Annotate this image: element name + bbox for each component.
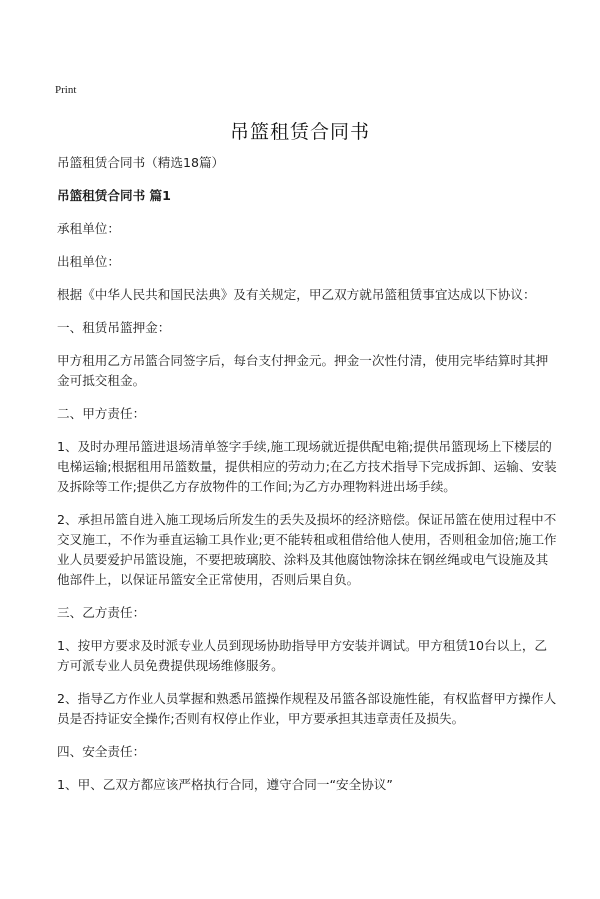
section-heading: 吊篮租赁合同书 篇1 xyxy=(57,188,171,203)
lessor-line: 出租单位： xyxy=(57,254,120,269)
safety-item-1: 1、甲、乙双方都应该严格执行合同，遵守合同一“安全协议” xyxy=(57,777,393,792)
deposit-paragraph: 甲方租用乙方吊篮合同签字后，每台支付押金元。押金一次性付清，使用完毕结算时其押金可抵交租金。 xyxy=(57,353,549,388)
party-a-item-2: 2、承担吊篮自进入施工现场后所发生的丢失及损坏的经济赔偿。保证吊篮在使用过程中不交叉施工，不作为垂直运输工具作业;更不能转租或租借给他人使用，否则租金加倍;施工作业人员要爱护吊篮设施，不要把玻璃胶、涂料及其他腐蚀物涂抹在钢丝绳或电气设施及其他部件上，以保证吊篮安全正常使用，否则后果自负。 xyxy=(57,512,557,587)
document-subtitle: 吊篮租赁合同书（精选18篇） xyxy=(57,155,225,170)
lessee-line: 承租单位： xyxy=(57,221,120,236)
party-a-item-1: 1、及时办理吊篮进退场清单签字手续,施工现场就近提供配电箱;提供吊篮现场上下楼层的电梯运输;根据租用吊篮数量，提供相应的劳动力;在乙方技术指导下完成拆卸、运输、安装及拆除等工作;提供乙方存放物件的工作间;为乙方办理物料进出场手续。 xyxy=(57,439,557,494)
document-title: 吊篮租赁合同书 xyxy=(229,121,370,143)
clause-heading-deposit: 一、租赁吊篮押金： xyxy=(57,320,171,335)
document-body xyxy=(57,153,557,808)
clause-heading-party-a: 二、甲方责任： xyxy=(57,406,146,421)
clause-heading-safety: 四、安全责任： xyxy=(57,744,146,759)
party-b-item-2: 2、指导乙方作业人员掌握和熟悉吊篮操作规程及吊篮各部设施性能，有权监督甲方操作人员是否持证安全操作;否则有权停止作业，甲方要承担其违章责任及损失。 xyxy=(57,691,557,726)
print-label: Print xyxy=(55,84,77,96)
intro-paragraph: 根据《中华人民共和国民法典》及有关规定，甲乙双方就吊篮租赁事宜达成以下协议： xyxy=(57,287,536,302)
party-b-item-1: 1、按甲方要求及时派专业人员到现场协助指导甲方安装并调试。甲方租赁10台以上，乙方可派专业人员免费提供现场维修服务。 xyxy=(57,638,548,673)
clause-heading-party-b: 三、乙方责任： xyxy=(57,605,146,620)
